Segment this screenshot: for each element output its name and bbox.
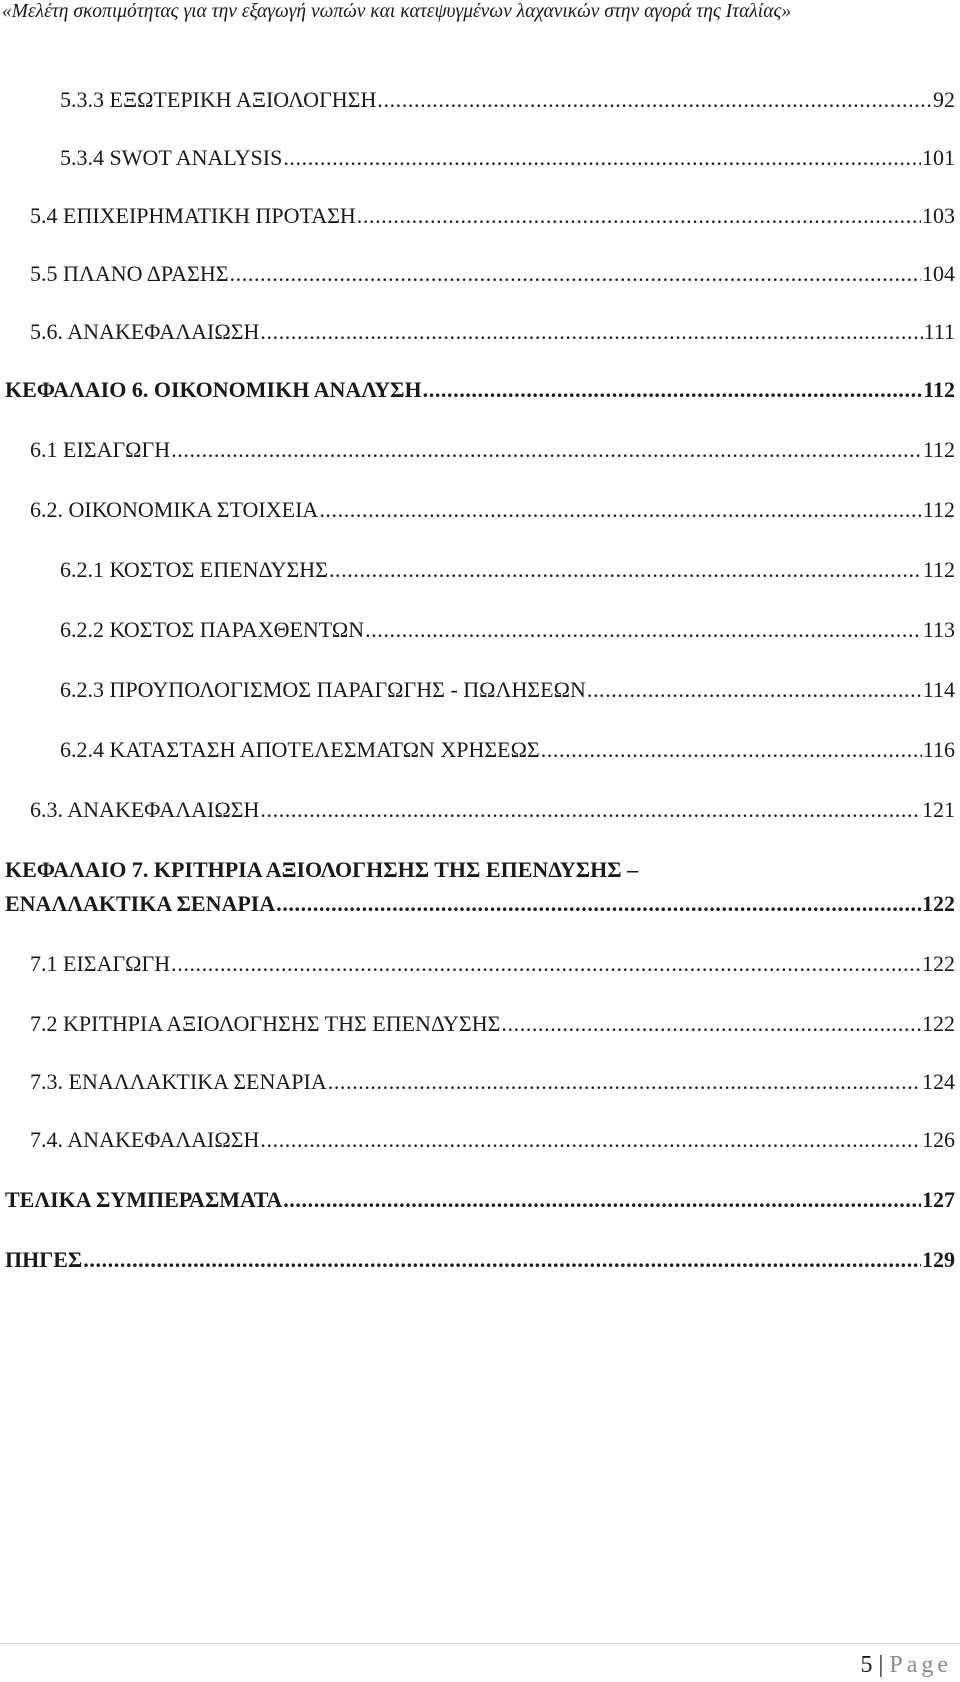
dot-leader: [587, 676, 922, 704]
toc-entry-label: 6.2.4 ΚΑΤΑΣΤΑΣΗ ΑΠΟΤΕΛΕΣΜΑΤΩΝ ΧΡΗΣΕΩΣ: [60, 737, 540, 762]
toc-entry-page: 124: [922, 1069, 955, 1094]
toc-entry[interactable]: [30, 1068, 955, 1096]
toc-entry-label: 7.3. ΕΝΑΛΛΑΚΤΙΚΑ ΣΕΝΑΡΙΑ: [30, 1069, 327, 1094]
toc-entry-page: 112: [923, 377, 955, 402]
toc-entry-page: 103: [922, 203, 955, 228]
toc-entry-label: 5.3.4 SWOT ANALYSIS: [60, 145, 283, 170]
dot-leader: [283, 1186, 921, 1214]
toc-entry[interactable]: [30, 260, 955, 288]
toc-entry-label: 6.3. ΑΝΑΚΕΦΑΛΑΙΩΣΗ: [30, 797, 260, 822]
dot-leader: [171, 950, 921, 978]
toc-entry-label: 7.1 ΕΙΣΑΓΩΓΗ: [30, 951, 171, 976]
toc-entry[interactable]: [60, 616, 955, 644]
toc-entry-page: 126: [922, 1127, 955, 1152]
toc-entry-label: ΚΕΦΑΛΑΙΟ 6. ΟΙΚΟΝΟΜΙΚΗ ΑΝΑΛΥΣΗ: [5, 377, 422, 402]
dot-leader: [276, 890, 921, 918]
footer-separator: |: [878, 1652, 884, 1678]
toc-entry-page: 112: [922, 497, 955, 522]
toc-entry[interactable]: [60, 86, 955, 114]
toc-entry-label: 6.2.3 ΠΡΟΥΠΟΛΟΓΙΣΜΟΣ ΠΑΡΑΓΩΓΗΣ - ΠΩΛΗΣΕΩΝ: [60, 677, 586, 702]
toc-chapter-entry[interactable]: [5, 1186, 955, 1214]
toc-entry-label: 5.3.3 ΕΞΩΤΕΡΙΚΗ ΑΞΙΟΛΟΓΗΣΗ: [60, 87, 377, 112]
toc-entry[interactable]: [30, 436, 955, 464]
toc-entry-page: 101: [922, 145, 955, 170]
toc-entry-page: 111: [923, 319, 955, 344]
toc-entry[interactable]: [30, 318, 955, 346]
dot-leader: [357, 202, 921, 230]
toc-chapter-heading-line1[interactable]: ΚΕΦΑΛΑΙΟ 7. ΚΡΙΤΗΡΙΑ ΑΞΙΟΛΟΓΗΣΗΣ ΤΗΣ ΕΠΕΝΔΥΣΗΣ –: [5, 857, 639, 882]
toc-entry-page: 114: [922, 677, 955, 702]
toc-entry-page: 127: [922, 1187, 955, 1212]
page-number: 5: [860, 1652, 873, 1678]
toc-entry-label: 5.4 ΕΠΙΧΕΙΡΗΜΑΤΙΚΗ ΠΡΟΤΑΣΗ: [30, 203, 356, 228]
dot-leader: [541, 736, 922, 764]
toc-entry-page: 122: [922, 891, 955, 916]
dot-leader: [329, 556, 922, 584]
toc-chapter-entry[interactable]: [5, 376, 955, 404]
toc-entry[interactable]: [30, 1010, 955, 1038]
page-footer: [861, 1650, 952, 1680]
toc-entry-page: 104: [922, 261, 955, 286]
toc-entry[interactable]: [60, 556, 955, 584]
toc-entry-page: 92: [933, 87, 955, 112]
dot-leader: [328, 1068, 921, 1096]
toc-entry-label: 7.4. ΑΝΑΚΕΦΑΛΑΙΩΣΗ: [30, 1127, 260, 1152]
toc-entry-label: 7.2 ΚΡΙΤΗΡΙΑ ΑΞΙΟΛΟΓΗΣΗΣ ΤΗΣ ΕΠΕΝΔΥΣΗΣ: [30, 1011, 501, 1036]
toc-entry[interactable]: [30, 1126, 955, 1154]
dot-leader: [377, 86, 932, 114]
toc-entry-label: ΕΝΑΛΛΑΚΤΙΚΑ ΣΕΝΑΡΙΑ: [5, 891, 276, 916]
toc-entry[interactable]: [60, 144, 955, 172]
toc-entry-page: 113: [922, 617, 955, 642]
toc-entry-page: 112: [922, 557, 955, 582]
dot-leader: [365, 616, 922, 644]
running-header: «Μελέτη σκοπιμότητας για την εξαγωγή νωπών και κατεψυγμένων λαχανικών στην αγορά της Ιταλίας»: [2, 1, 792, 22]
toc-entry-page: 122: [922, 1011, 955, 1036]
page-word: Page: [889, 1652, 952, 1678]
dot-leader: [83, 1246, 921, 1274]
toc-chapter-entry[interactable]: [5, 1246, 955, 1274]
toc-entry-label: 6.2.2 ΚΟΣΤΟΣ ΠΑΡΑΧΘΕΝΤΩΝ: [60, 617, 365, 642]
footer-divider: [0, 1643, 960, 1644]
toc-entry-label: 6.1 ΕΙΣΑΓΩΓΗ: [30, 437, 171, 462]
dot-leader: [230, 260, 921, 288]
toc-entry-label: 6.2. ΟΙΚΟΝΟΜΙΚΑ ΣΤΟΙΧΕΙΑ: [30, 497, 319, 522]
dot-leader: [260, 318, 922, 346]
toc-entry-page: 116: [922, 737, 955, 762]
toc-chapter-entry[interactable]: [5, 890, 955, 918]
toc-entry-page: 122: [922, 951, 955, 976]
toc-entry-label: 5.6. ΑΝΑΚΕΦΑΛΑΙΩΣΗ: [30, 319, 260, 344]
toc-entry-page: 129: [922, 1247, 955, 1272]
toc-entry-label: ΤΕΛΙΚΑ ΣΥΜΠΕΡΑΣΜΑΤΑ: [5, 1187, 283, 1212]
dot-leader: [283, 144, 921, 172]
toc-entry[interactable]: [30, 202, 955, 230]
toc-entry-label: ΠΗΓΕΣ: [5, 1247, 83, 1272]
toc-entry[interactable]: [30, 496, 955, 524]
dot-leader: [171, 436, 922, 464]
dot-leader: [319, 496, 922, 524]
dot-leader: [423, 376, 923, 404]
toc-entry[interactable]: [30, 950, 955, 978]
toc-entry[interactable]: [60, 676, 955, 704]
toc-entry[interactable]: [60, 736, 955, 764]
dot-leader: [260, 796, 921, 824]
dot-leader: [260, 1126, 921, 1154]
toc-entry-label: 6.2.1 ΚΟΣΤΟΣ ΕΠΕΝΔΥΣΗΣ: [60, 557, 328, 582]
toc-entry-page: 112: [922, 437, 955, 462]
dot-leader: [501, 1010, 921, 1038]
toc-entry-page: 121: [922, 797, 955, 822]
toc-entry[interactable]: [30, 796, 955, 824]
toc-entry-label: 5.5 ΠΛΑΝΟ ΔΡΑΣΗΣ: [30, 261, 229, 286]
